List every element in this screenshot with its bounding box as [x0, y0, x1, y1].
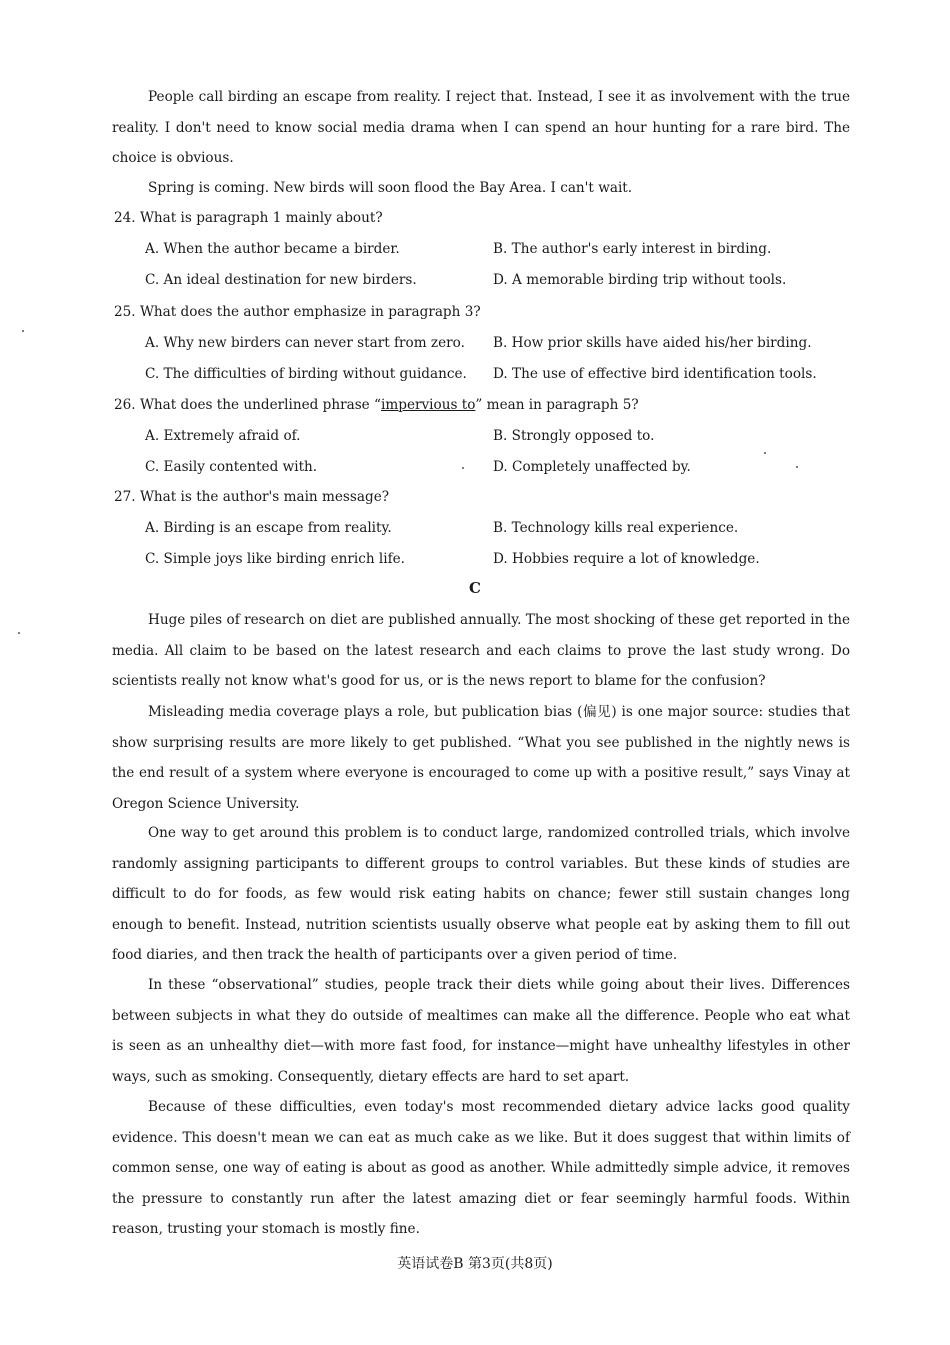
passage-c-paragraph-1: Huge piles of research on diet are published annually. The most shocking of these get reported in the media. All claim to be based on the latest research and each claims to prove the last study wrong. Do scientists really not know what's good for us, or is the news report to blame for the confusion?	[112, 612, 850, 689]
scan-speck	[18, 632, 20, 634]
scan-speck	[22, 330, 24, 332]
option-27-b: B. Technology kills real experience.	[493, 520, 739, 536]
option-24-c: C. An ideal destination for new birders.	[145, 272, 417, 288]
option-26-c: C. Easily contented with.	[145, 459, 318, 475]
option-27-a: A. Birding is an escape from reality.	[145, 520, 392, 536]
option-25-c: C. The difficulties of birding without guidance.	[145, 366, 467, 382]
option-25-d: D. The use of effective bird identification tools.	[493, 366, 817, 382]
option-26-d: D. Completely unaffected by.	[493, 459, 691, 475]
option-25-b: B. How prior skills have aided his/her birding.	[493, 335, 812, 351]
option-27-d: D. Hobbies require a lot of knowledge.	[493, 551, 760, 567]
option-24-d: D. A memorable birding trip without tools.	[493, 272, 787, 288]
passage-c-paragraph-4: In these “observational” studies, people track their diets while going about their lives. Differences between subjects in what they do outside of mealtimes can make all the difference. People who eat what is seen as an unhealthy diet—with more fast food, for instance—might have unhealthy lifestyles in other ways, such as smoking. Consequently, dietary effects are hard to set apart.	[112, 977, 850, 1085]
option-26-b: B. Strongly opposed to.	[493, 428, 655, 444]
page-footer: 英语试卷B 第3页(共8页)	[397, 1256, 553, 1272]
scan-speck	[764, 452, 766, 454]
option-27-c: C. Simple joys like birding enrich life.	[145, 551, 406, 567]
passage-c-paragraph-5: Because of these difficulties, even today's most recommended dietary advice lacks good quality evidence. This doesn't mean we can eat as much cake as we like. But it does suggest that within limits of common sense, one way of eating is about as good as another. While admittedly simple advice, it removes the pressure to constantly run after the latest amazing diet or fear seemingly harmful foods. Within reason, trusting your stomach is mostly fine.	[112, 1099, 850, 1237]
option-24-a: A. When the author became a birder.	[145, 241, 400, 257]
option-25-a: A. Why new birders can never start from zero.	[145, 335, 465, 351]
question-26-stem-pre: 26. What does the underlined phrase “	[114, 397, 381, 413]
question-26-stem-post: ” mean in paragraph 5?	[475, 397, 639, 413]
section-heading: C	[469, 579, 481, 597]
scan-speck	[796, 466, 798, 468]
question-27: 27. What is the author's main message?	[114, 489, 390, 505]
passage-c-paragraph-3: One way to get around this problem is to conduct large, randomized controlled trials, which involve randomly assigning participants to different groups to control variables. But these kinds of studies are difficult to do for foods, as few would risk eating habits on chance; fewer still sustain changes long enough to benefit. Instead, nutrition scientists usually observe what people eat by asking them to fill out food diaries, and then track the health of participants over a given period of time.	[112, 825, 850, 963]
scan-speck	[462, 467, 464, 469]
passage-b-paragraph: Spring is coming. New birds will soon flood the Bay Area. I can't wait.	[148, 180, 633, 196]
option-24-b: B. The author's early interest in birding.	[493, 241, 772, 257]
passage-c-paragraph-2: Misleading media coverage plays a role, but publication bias (偏见) is one major source: studies that show surprising results are more likely to get published. “What you see published in the nightly news is the end result of a system where everyone is encouraged to come up with a positive result,” says Vinay at Oregon Science University.	[112, 704, 850, 812]
passage-b-paragraph: People call birding an escape from reality. I reject that. Instead, I see it as involvement with the true reality. I don't need to know social media drama when I can spend an hour hunting for a rare bird. The choice is obvious.	[112, 89, 850, 166]
question-24: 24. What is paragraph 1 mainly about?	[114, 210, 383, 226]
question-26	[114, 395, 639, 415]
underlined-phrase: impervious to	[381, 397, 476, 413]
option-26-a: A. Extremely afraid of.	[145, 428, 301, 444]
question-25: 25. What does the author emphasize in paragraph 3?	[114, 304, 481, 320]
